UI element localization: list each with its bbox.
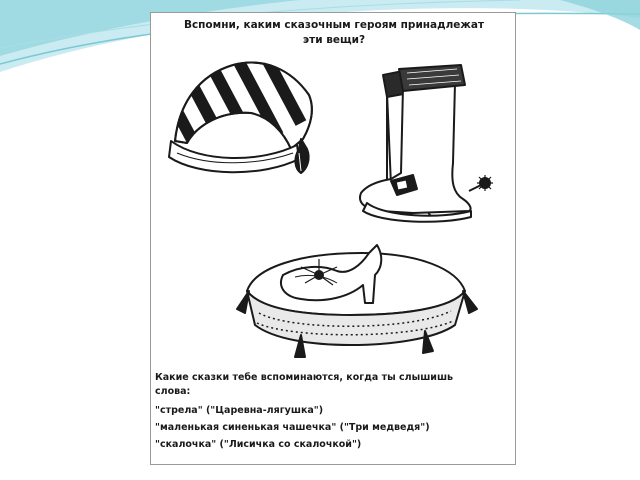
worksheet-title-line-1: Вспомни, каким сказочным героям принадлежат (183, 19, 485, 31)
worksheet-title-line-2: эти вещи? (302, 34, 366, 46)
example-line: "скалочка" ("Лисичка со скалочкой") (155, 439, 362, 450)
illustrations (151, 13, 517, 358)
cushion-tassel (237, 291, 249, 313)
worksheet-page (150, 12, 516, 465)
question-line-2: слова: (155, 386, 191, 397)
example-line: "маленькая синенькая чашечка" ("Три медведя") (155, 422, 430, 433)
slipper-on-cushion-illustration (237, 245, 477, 357)
question-line-1: Какие сказки тебе вспоминаются, когда ты слышишь (155, 372, 454, 383)
cushion-tassel (463, 291, 477, 313)
example-line: "стрела" ("Царевна-лягушка") (155, 405, 324, 416)
boots-illustration (360, 65, 493, 222)
spur (469, 175, 493, 191)
nightcap-illustration (152, 13, 329, 175)
front-boot-shaft (360, 83, 471, 213)
